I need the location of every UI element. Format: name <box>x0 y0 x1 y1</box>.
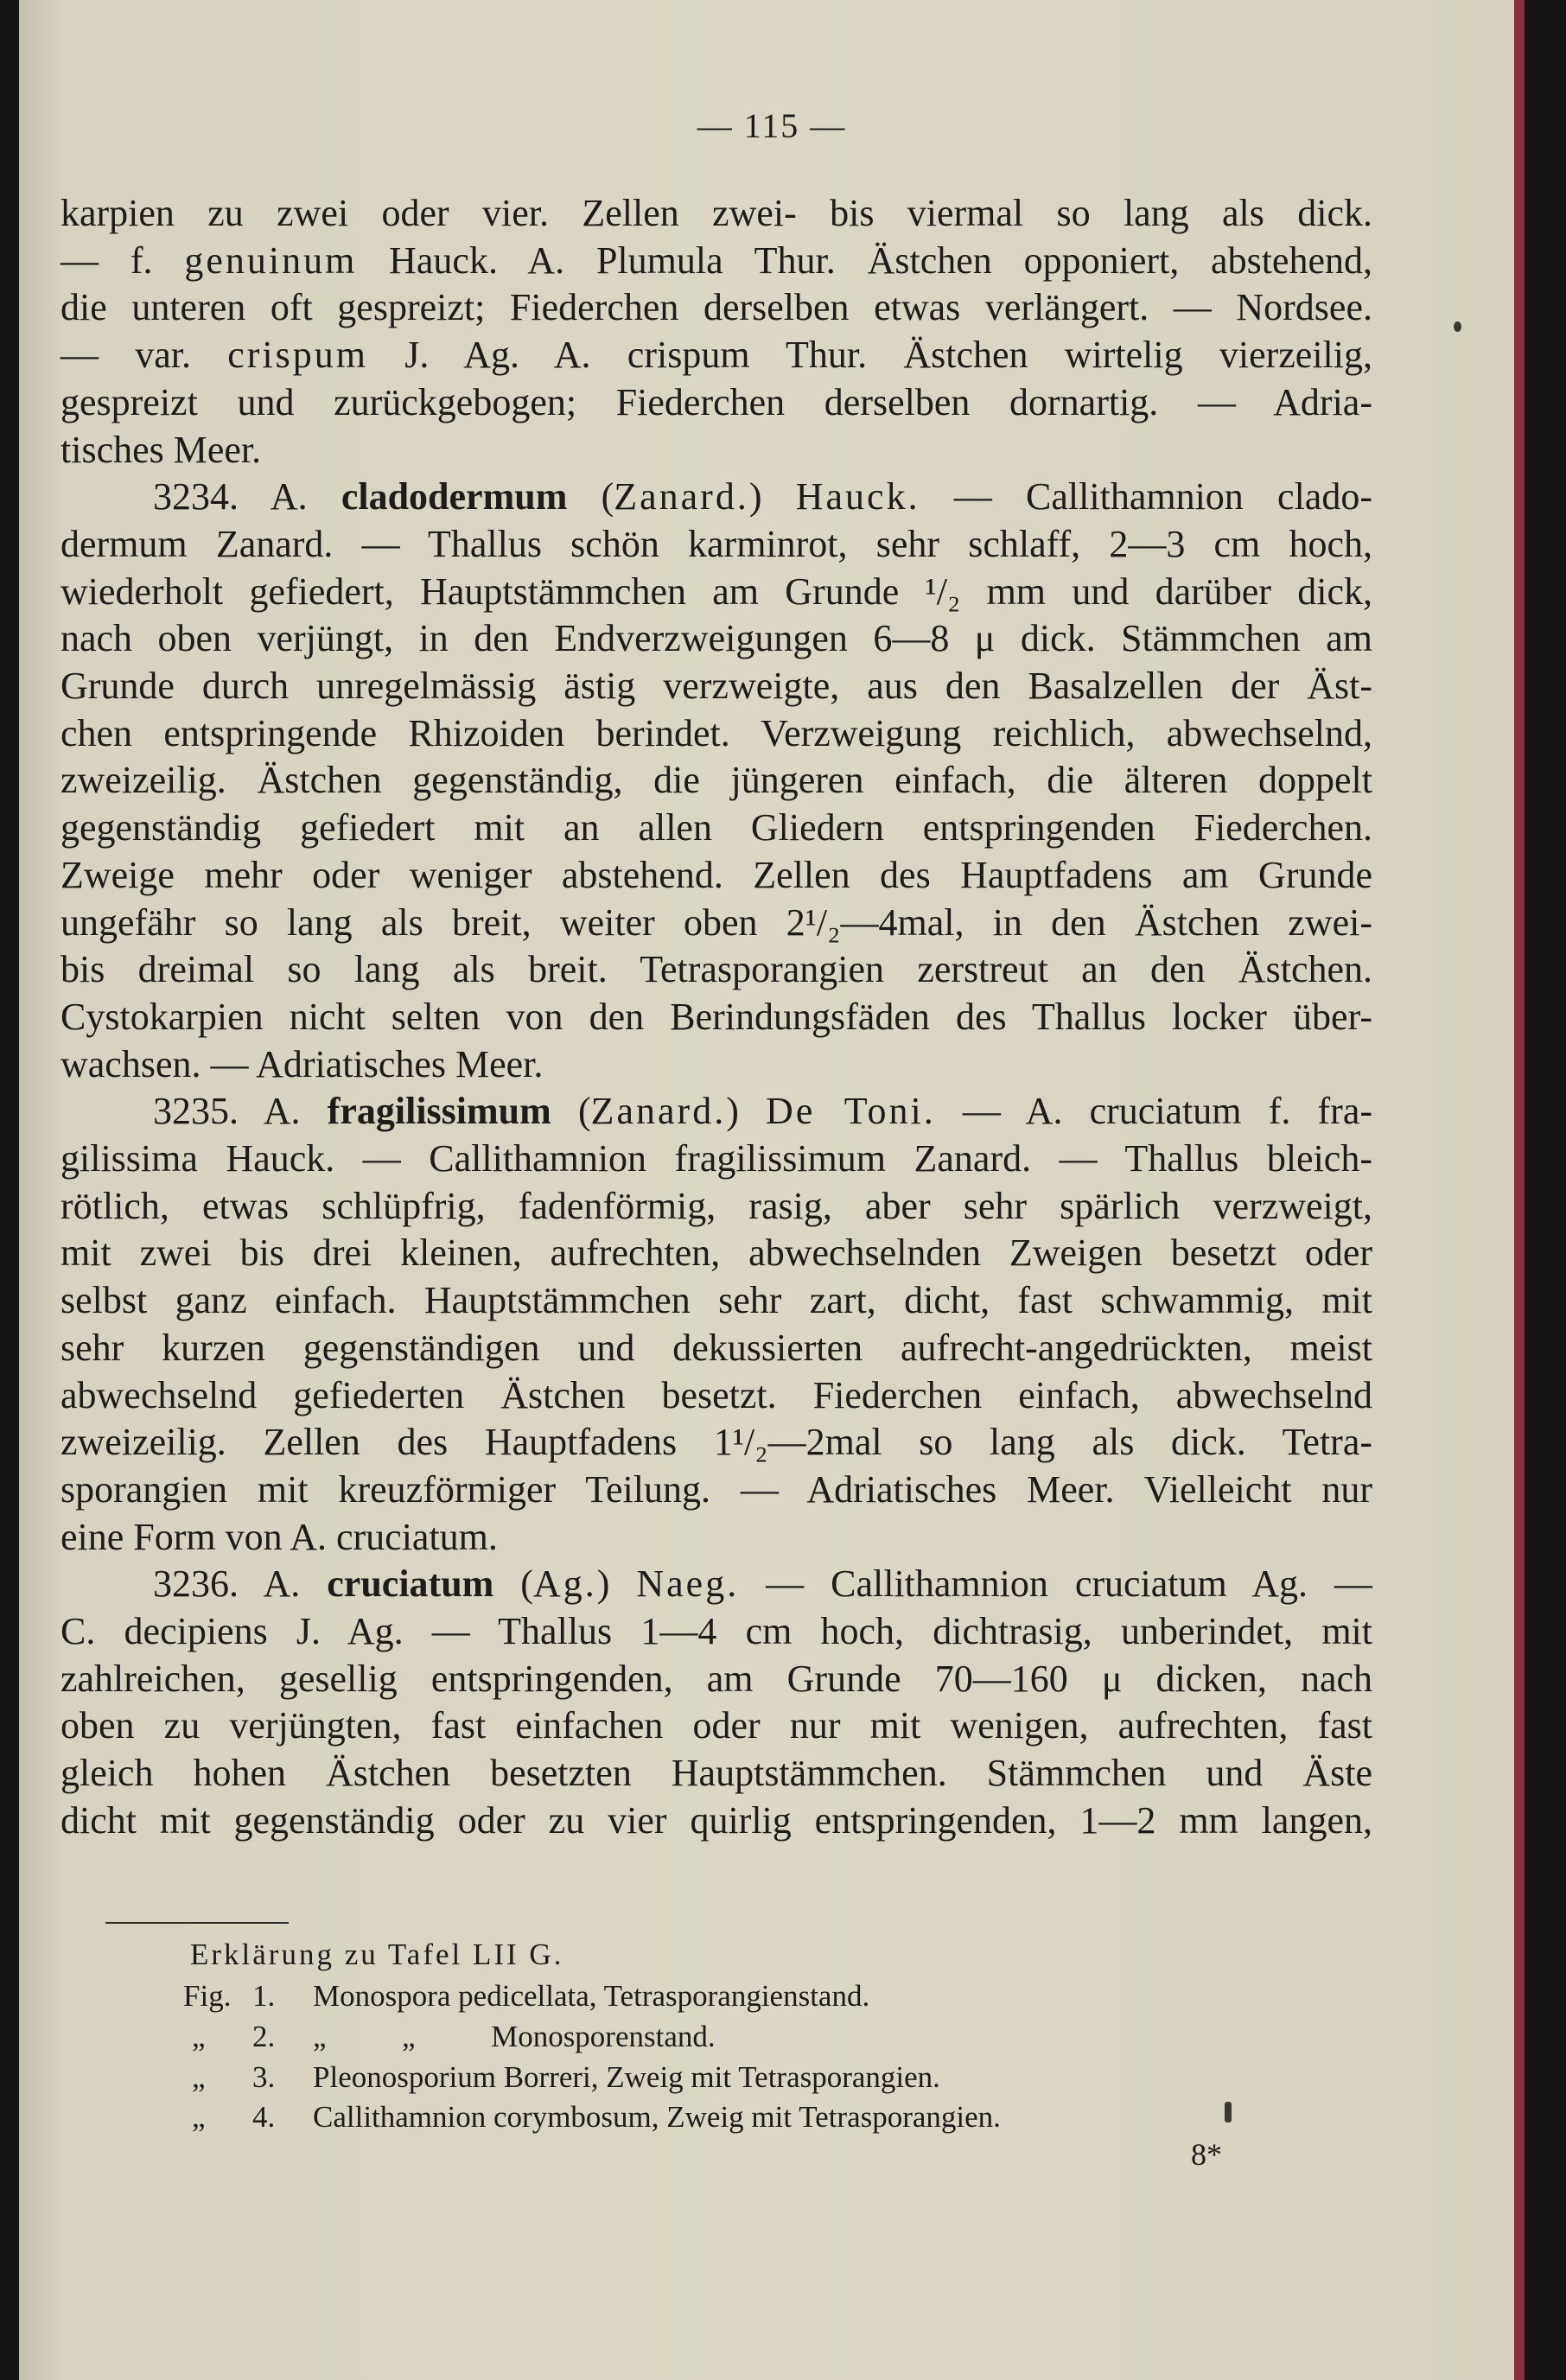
text-line <box>60 238 1372 284</box>
text-segment: eine Form von A. cruciatum. <box>60 1515 498 1558</box>
text-segment: — Callithamnion cruciatum Ag. — <box>739 1562 1373 1606</box>
spaced-text: crispum <box>227 334 369 377</box>
footnote-item-number: 3. <box>252 2060 276 2094</box>
text-line <box>60 1041 1372 1088</box>
text-segment: tisches Meer. <box>60 428 262 471</box>
text-line <box>60 1372 1372 1419</box>
text-segment: gilissima Hauck. — Callithamnion fragilissimum Zanard. — Thallus bleich- <box>60 1137 1372 1180</box>
spaced-text: Ag. <box>532 1562 597 1606</box>
spaced-text: Zanard. <box>590 1090 727 1133</box>
text-segment: sehr kurzen gegenständigen und dekussierten aufrecht-angedrückten, meist <box>60 1326 1372 1369</box>
text-line <box>60 1608 1372 1655</box>
text-line <box>60 900 1372 946</box>
text-segment: J. Ag. A. crispum Thur. Ästchen wirtelig vierzeilig, <box>368 334 1372 377</box>
text-line <box>60 615 1372 662</box>
text-segment: rötlich, etwas schlüpfrig, fadenförmig, rasig, aber sehr spärlich verzweigt, <box>60 1184 1372 1227</box>
footnote-heading: Erklärung zu Tafel LII G. <box>190 1938 564 1971</box>
text-segment: — Callithamnion clado- <box>920 475 1372 519</box>
footnote-item-label: Fig. <box>183 1979 232 2013</box>
text-segment: — f. <box>60 239 185 282</box>
text-line <box>60 994 1372 1040</box>
footnote-item-text: „ „ Monosporenstand. <box>313 2020 716 2053</box>
spaced-text: De Toni. <box>766 1090 936 1133</box>
footnote-item-number: 2. <box>252 2020 276 2053</box>
text-line <box>60 1702 1372 1749</box>
text-segment: — A. cruciatum f. fra- <box>935 1090 1373 1133</box>
text-segment: mit zwei bis drei kleinen, aufrechten, abwechselnden Zweigen besetzt oder <box>60 1231 1372 1275</box>
text-line <box>60 190 1372 237</box>
text-line <box>60 1136 1372 1182</box>
text-segment: bis dreimal so lang als breit. Tetrasporangien zerstreut an den Ästchen. <box>60 948 1372 991</box>
text-segment: abwechselnd gefiederten Ästchen besetzt. Fiederchen einfach, abwechselnd <box>60 1373 1372 1416</box>
text-segment: dicht mit gegenständig oder zu vier quirlig entspringenden, 1—2 mm langen, <box>60 1798 1372 1842</box>
spaced-text: genuinum <box>184 239 358 282</box>
text-segment: zweizeilig. Ästchen gegenständig, die jüngeren einfach, die älteren doppelt <box>60 759 1372 802</box>
text-line <box>60 852 1372 899</box>
footnote-item-number: 4. <box>252 2100 276 2134</box>
text-line <box>153 474 1372 520</box>
spaced-text: Hauck. <box>795 475 920 519</box>
text-line <box>60 1798 1372 1844</box>
footnote-item-label: „ <box>192 2060 206 2094</box>
book-page <box>19 0 1525 2380</box>
text-line <box>60 1467 1372 1513</box>
text-line <box>60 1514 1372 1561</box>
text-segment: 3235. A. <box>153 1090 328 1133</box>
text-segment: zahlreichen, gesellig entspringenden, am Grunde 70—160 μ dicken, nach <box>60 1657 1372 1700</box>
text-segment: zweizeilig. Zellen des Hauptfadens 1¹/₂—2mal so lang als dick. Tetra- <box>60 1421 1372 1464</box>
sheet-mark: 8* <box>1191 2137 1222 2172</box>
text-segment: wachsen. — Adriatisches Meer. <box>60 1042 544 1085</box>
species-name: cruciatum <box>327 1562 494 1606</box>
text-segment: ( <box>551 1090 591 1133</box>
text-line <box>60 379 1372 426</box>
text-segment: chen entspringende Rhizoiden berindet. Verzweigung reichlich, abwechselnd, <box>60 711 1372 754</box>
footnote-item-number: 1. <box>252 1979 276 2013</box>
text-line <box>60 1230 1372 1276</box>
text-segment: ) <box>596 1562 637 1606</box>
footnote-rule <box>105 1922 289 1924</box>
text-line <box>60 1656 1372 1702</box>
footnote-item-text: Callithamnion corymbosum, Zweig mit Tetrasporangien. <box>313 2100 1001 2134</box>
text-line <box>60 663 1372 710</box>
text-line <box>60 332 1372 379</box>
text-line <box>60 1325 1372 1371</box>
paper-speck <box>1454 321 1461 332</box>
text-segment: sporangien mit kreuzförmiger Teilung. — Adriatisches Meer. Vielleicht nur <box>60 1467 1372 1511</box>
text-line <box>60 569 1372 615</box>
text-segment: ( <box>567 475 614 519</box>
paper-speck <box>1225 2102 1232 2122</box>
text-line <box>60 757 1372 804</box>
text-line <box>153 1561 1372 1607</box>
page-number: — 115 — <box>697 106 847 145</box>
binding-edge <box>1514 0 1525 2380</box>
text-segment: die unteren oft gespreizt; Fiederchen derselben etwas verlängert. — Nordsee. <box>60 286 1372 329</box>
text-line <box>60 1277 1372 1324</box>
species-name: fragilissimum <box>327 1090 551 1133</box>
text-line <box>60 427 1372 474</box>
spaced-text: Naeg. <box>636 1562 740 1606</box>
text-line <box>60 284 1372 331</box>
text-line <box>60 946 1372 993</box>
text-segment: 3234. A. <box>153 475 341 519</box>
text-segment: ) <box>748 475 796 519</box>
text-line <box>60 1750 1372 1797</box>
footnote-item-text: Monospora pedicellata, Tetrasporangienstand. <box>313 1979 870 2013</box>
text-segment: gleich hohen Ästchen besetzten Hauptstämmchen. Stämmchen und Äste <box>60 1752 1372 1795</box>
text-segment: C. decipiens J. Ag. — Thallus 1—4 cm hoch, dichtrasig, unberindet, mit <box>60 1610 1372 1652</box>
footnote-item-label: „ <box>192 2020 206 2053</box>
footnote-item-label: „ <box>192 2100 206 2134</box>
text-segment: Cystokarpien nicht selten von den Berindungsfäden des Thallus locker über- <box>60 995 1372 1038</box>
text-segment: Hauck. A. Plumula Thur. Ästchen opponiert, abstehend, <box>357 239 1372 282</box>
text-segment: 3236. A. <box>153 1562 328 1606</box>
text-segment: ( <box>493 1562 533 1606</box>
text-segment: ungefähr so lang als breit, weiter oben 2¹/₂—4mal, in den Ästchen zwei- <box>60 900 1372 944</box>
text-segment: dermum Zanard. — Thallus schön karminrot, sehr schlaff, 2—3 cm hoch, <box>60 522 1372 565</box>
spaced-text: Zanard. <box>614 475 749 519</box>
text-segment: — var. <box>60 334 228 377</box>
text-segment: ) <box>726 1090 767 1133</box>
text-segment: Grunde durch unregelmässig ästig verzweigte, aus den Basalzellen der Äst- <box>60 665 1372 707</box>
text-segment: wiederholt gefiedert, Hauptstämmchen am Grunde ¹/₂ mm und darüber dick, <box>60 570 1372 613</box>
text-line <box>153 1088 1372 1135</box>
text-line <box>60 805 1372 851</box>
text-line <box>60 521 1372 568</box>
text-segment: gegenständig gefiedert mit an allen Gliedern entspringenden Fiederchen. <box>60 806 1372 850</box>
text-line <box>60 710 1372 757</box>
species-name: cladodermum <box>341 475 568 519</box>
text-line <box>60 1419 1372 1466</box>
text-segment: karpien zu zwei oder vier. Zellen zwei- bis viermal so lang als dick. <box>60 192 1372 234</box>
text-segment: nach oben verjüngt, in den Endverzweigungen 6—8 μ dick. Stämmchen am <box>60 617 1372 660</box>
footnote-item-text: Pleonosporium Borreri, Zweig mit Tetrasporangien. <box>313 2060 940 2094</box>
text-segment: Zweige mehr oder weniger abstehend. Zellen des Hauptfadens am Grunde <box>60 853 1372 896</box>
text-segment: oben zu verjüngten, fast einfachen oder nur mit wenigen, aufrechten, fast <box>60 1704 1372 1747</box>
text-segment: gespreizt und zurückgebogen; Fiederchen derselben dornartig. — Adria- <box>60 380 1372 423</box>
text-line <box>60 1183 1372 1230</box>
text-segment: selbst ganz einfach. Hauptstämmchen sehr zart, dicht, fast schwammig, mit <box>60 1279 1372 1322</box>
